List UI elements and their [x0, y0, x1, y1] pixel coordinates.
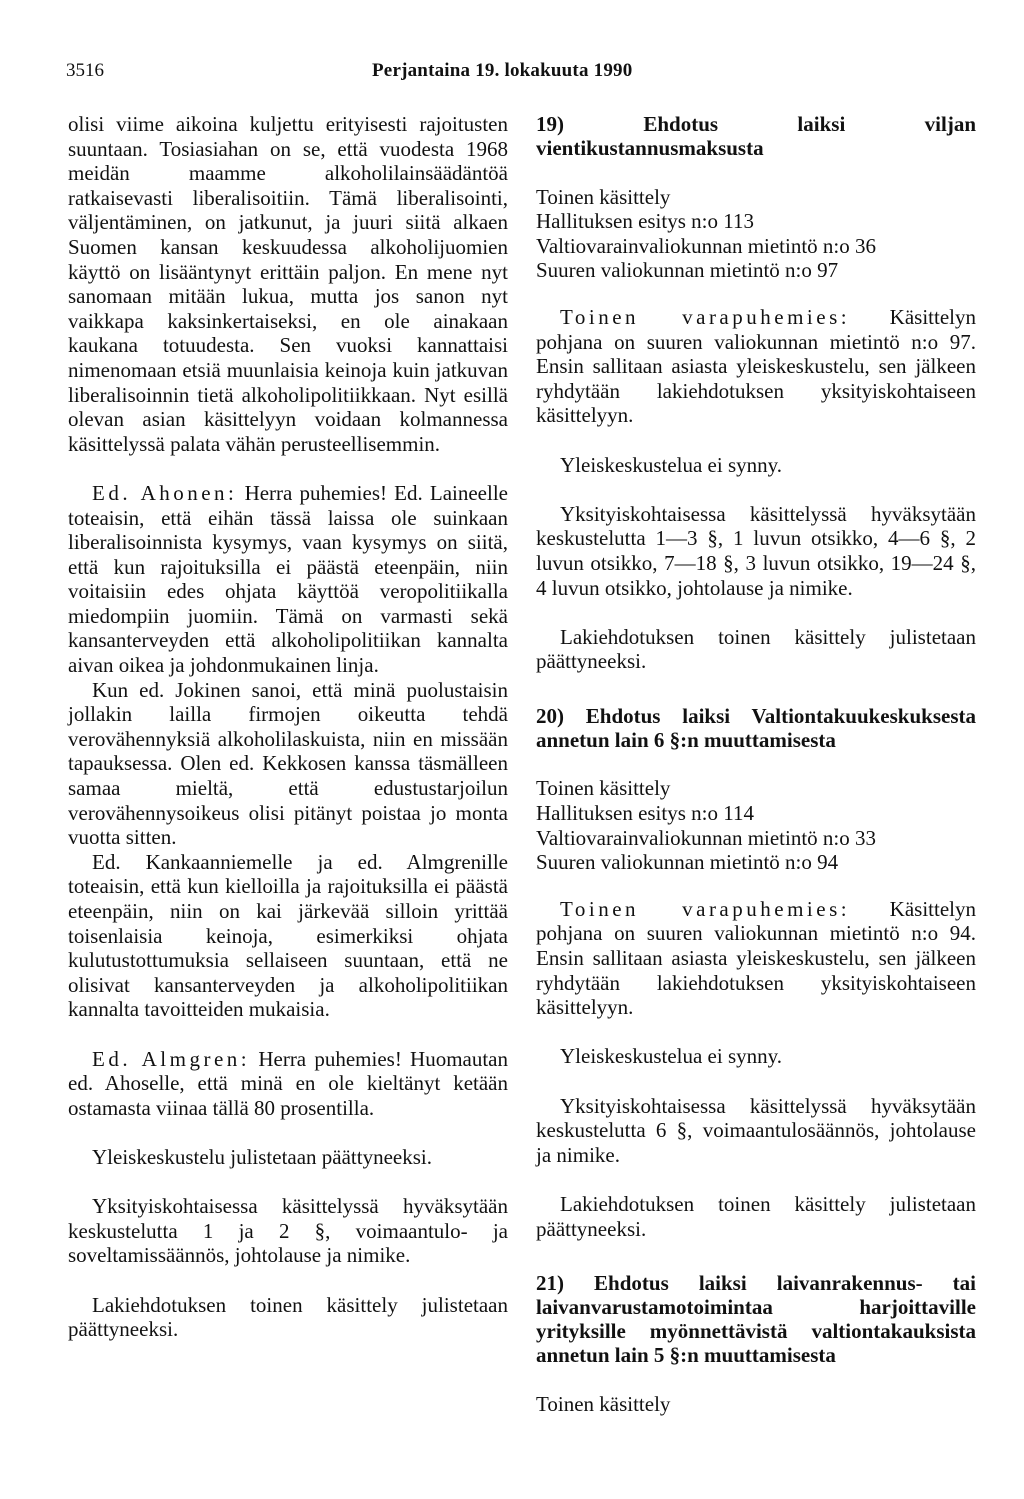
- paragraph-ahonen: [68, 481, 508, 678]
- paragraph-continuation: olisi viime aikoina kuljettu erityisesti rajoitusten suuntaan. Tosiasiahan on se, että vuodesta 1968 meidän maamme alkoholilainsäädäntöä ratkaisevasti liberalisoitiin. Tämä liberalisointi, väljentäminen, on jatkunut, ja juuri siitä alkaen Suomen kansan keskuudessa alkoholijuomien käyttö on lisääntynyt erittäin paljon. En mene nyt sanomaan mitään lukua, mutta jos sanon nyt vaikkapa kaksinkertaiseksi, en ole ainakaan kaukana totuudesta. Sen vuoksi kannattaisi nimenomaan etsiä muunlaisia keinoja kuin jatkuvan liberalisoinnin tietä alkoholipolitiikkaan. Nyt esillä olevan asian käsittelyyn voidaan kolmannessa käsittelyssä palata vähän perusteellisemmin.: [68, 112, 508, 456]
- item-20-speaker-paragraph: [536, 897, 976, 1020]
- item-19-speaker-paragraph: [536, 305, 976, 428]
- speaker-name: Ed. Ahonen:: [92, 480, 238, 505]
- speech-text: Herra puhemies! Huomautan ed. Ahoselle, että minä en ole kieltänyt ketään ostamasta viinaa tällä 80 prosentilla.: [68, 1046, 509, 1120]
- speech-text: Käsittelyn pohjana on suuren valiokunnan mietintö n:o 97. Ensin sallitaan asiasta yleiskeskustelu, sen jälkeen ryhdytään lakiehdotuksen yksityiskohtaiseen käsittelyyn.: [536, 304, 976, 428]
- left-column: [68, 112, 508, 1366]
- speech-text: Käsittelyn pohjana on suuren valiokunnan mietintö n:o 94. Ensin sallitaan asiasta yleiskeskustelu, sen jälkeen ryhdytään lakiehdotuksen yksityiskohtaiseen käsittelyyn.: [536, 896, 976, 1020]
- document-line: Suuren valiokunnan mietintö n:o 94: [536, 850, 839, 875]
- speech-text: Herra puhemies! Ed. Laineelle toteaisin, että eihän tässä laissa ole suinkaan liberalisoinnista kysymys, vaan kysymys on siitä, että kun rajoituksilla ei päästä eteenpäin, niin voitaisiin edes ohjata käyttöä veropolitiikalla miedompiin juomiin. Tämä on varmasti sekä kansanterveyden että alkoholipolitiikan kannalta aivan oikea ja johdonmukainen linja.: [68, 480, 508, 678]
- item-21-heading: 21) Ehdotus laiksi laivanrakennus- tai laivanvarustamotoimintaa harjoittaville yrityksille myönnettävistä valtiontakauksista annetun lain 5 §:n muuttamisesta: [536, 1271, 976, 1368]
- document-line: Toinen käsittely: [536, 776, 671, 801]
- paragraph-almgren: [68, 1047, 508, 1121]
- document-line: Hallituksen esitys n:o 114: [536, 801, 754, 826]
- speaker-name: Toinen varapuhemies:: [560, 304, 851, 329]
- item-20-reading-closed: Lakiehdotuksen toinen käsittely julistetaan päättyneeksi.: [536, 1191, 976, 1241]
- document-line: Suuren valiokunnan mietintö n:o 97: [536, 258, 839, 283]
- paragraph-kankaanniemi-reply: Ed. Kankaanniemelle ja ed. Almgrenille toteaisin, että kun kielloilla ja rajoituksilla ei päästä eteenpäin, niin on kai järkevää silloin yrittää toisenlaisia keinoja, esimerkiksi ohjata kulutustottumuksia sellaiseen suuntaan, että ne olisivat kansanterveyden ja alkoholipolitiikan kannalta tavoitteiden mukaisia.: [68, 849, 508, 1022]
- item-20-general-debate: Yleiskeskustelua ei synny.: [560, 1044, 783, 1069]
- paragraph-jokinen-reply: Kun ed. Jokinen sanoi, että minä puolustaisin jollakin lailla firmojen oikeutta tehdä verovähennyksiä alkoholilaskuista, niin en missään tapauksessa. Olen ed. Kekkosen kanssa täsmälleen samaa mieltä, että edustustarjoilun verovähennysoikeus olisi pitänyt poistaa jo monta vuotta sitten.: [68, 677, 508, 850]
- speaker-name: Toinen varapuhemies:: [560, 896, 851, 921]
- document-line: Valtiovarainvaliokunnan mietintö n:o 36: [536, 233, 877, 258]
- item-20-detailed-reading: Yksityiskohtaisessa käsittelyssä hyväksytään keskustelutta 6 §, voimaantulosäännös, johtolause ja nimike.: [536, 1093, 976, 1167]
- document-line: Toinen käsittely: [536, 1391, 671, 1416]
- document-line: Hallituksen esitys n:o 113: [536, 209, 754, 234]
- item-20-heading: 20) Ehdotus laiksi Valtiontakuukeskuksesta annetun lain 6 §:n muuttamisesta: [536, 703, 976, 752]
- item-19-detailed-reading: Yksityiskohtaisessa käsittelyssä hyväksytään keskustelutta 1—3 §, 1 luvun otsikko, 4—6 §, 2 luvun otsikko, 7—18 §, 3 luvun otsikko, 19—24 §, 4 luvun otsikko, johtolause ja nimike.: [536, 501, 976, 600]
- item-21-documents: [536, 1392, 976, 1417]
- general-debate-closed: Yleiskeskustelu julistetaan päättyneeksi.: [92, 1144, 432, 1169]
- running-head: Perjantaina 19. lokakuuta 1990: [372, 60, 633, 81]
- item-20-documents: [536, 776, 976, 874]
- detailed-reading: Yksityiskohtaisessa käsittelyssä hyväksytään keskustelutta 1 ja 2 §, voimaantulo- ja soveltamissäännös, johtolause ja nimike.: [68, 1194, 508, 1268]
- item-19-documents: [536, 185, 976, 283]
- right-column: [536, 112, 976, 1438]
- second-reading-closed: Lakiehdotuksen toinen käsittely julistetaan päättyneeksi.: [68, 1292, 508, 1342]
- document-line: Valtiovarainvaliokunnan mietintö n:o 33: [536, 825, 877, 850]
- item-19-general-debate: Yleiskeskustelua ei synny.: [560, 452, 783, 477]
- item-19-reading-closed: Lakiehdotuksen toinen käsittely julistetaan päättyneeksi.: [536, 624, 976, 674]
- item-19-heading: 19) Ehdotus laiksi viljan vientikustannusmaksusta: [536, 112, 976, 160]
- speaker-name: Ed. Almgren:: [92, 1046, 251, 1071]
- page-number: 3516: [66, 60, 104, 81]
- document-line: Toinen käsittely: [536, 184, 671, 209]
- page-header: [0, 60, 1024, 90]
